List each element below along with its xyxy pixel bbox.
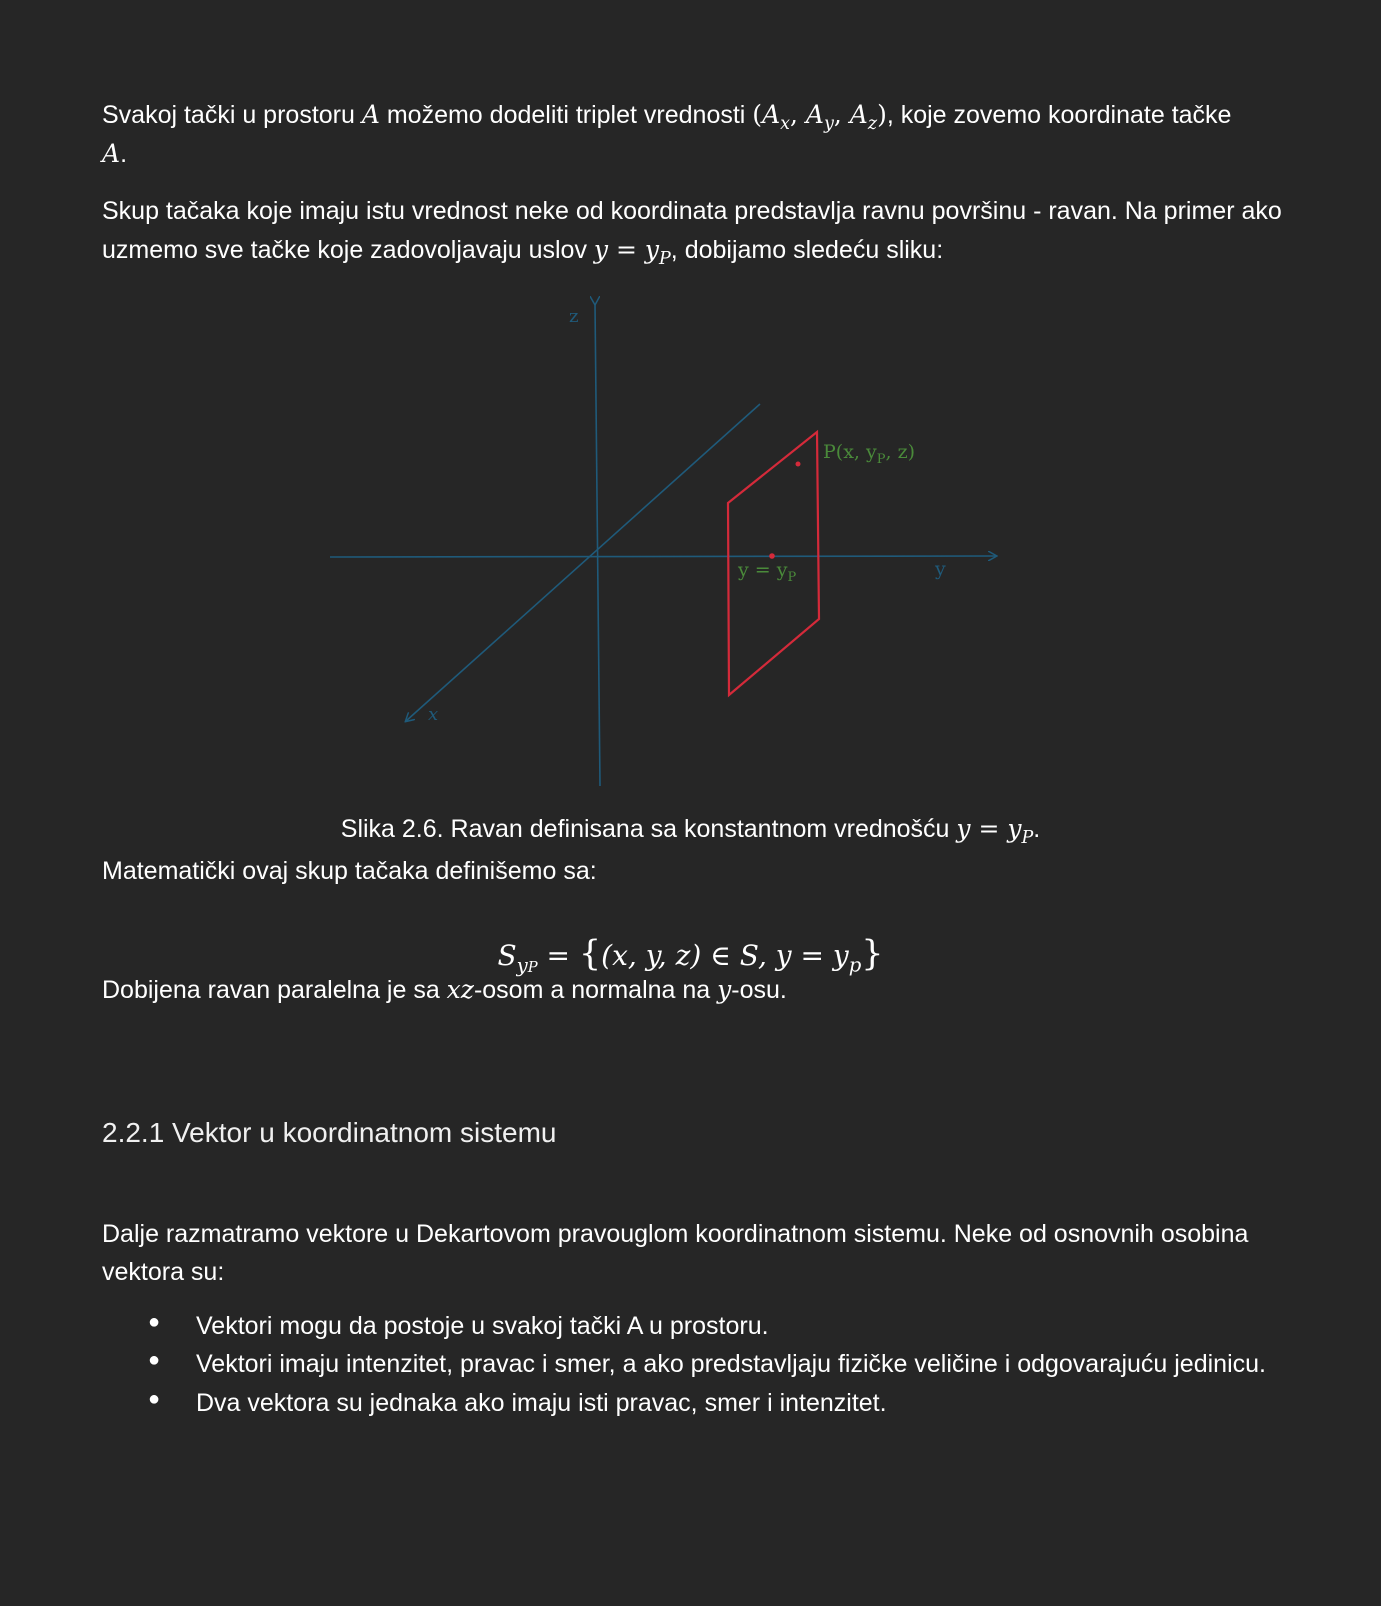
triplet-math	[752, 100, 887, 134]
eq-sub-p: P	[659, 248, 671, 269]
point-p-label-main: P(x, y	[823, 441, 877, 463]
formula-tuple-sub: p	[848, 953, 862, 977]
para4-text-b: -osom a normalna na	[473, 976, 718, 1004]
formula-tuple: (x, y, z) ∈ S, y = y	[601, 939, 849, 972]
caption-y: y	[956, 814, 971, 843]
y-axis	[330, 556, 996, 557]
point-p-label-end: , z)	[885, 441, 915, 463]
para1-text-c: , koje zovemo koordinate tačke	[886, 101, 1232, 129]
var-a-2: A	[102, 138, 121, 168]
eq-y: y	[593, 234, 609, 264]
point-yp	[769, 553, 775, 559]
triplet-sub-z: z	[867, 114, 878, 134]
triplet-sub-x: x	[780, 114, 790, 134]
paren-close: )	[877, 100, 887, 129]
paren-open: (	[752, 100, 763, 129]
paragraph-math-def: Matematički ovaj skup tačaka definišemo sa:	[102, 857, 597, 885]
caption-op: =	[970, 814, 1008, 843]
triplet-sub-y: y	[823, 114, 834, 134]
point-p-label-sub: P	[876, 452, 886, 467]
label-z: z	[569, 306, 579, 327]
formula-sub-y: y	[516, 953, 528, 977]
plane-label-sub: P	[787, 570, 797, 585]
para2-text-b: , dobijamo sledeću sliku:	[670, 235, 944, 264]
paragraph-vectors-intro: Dalje razmatramo vektore u Dekartovom pravouglom koordinatnom sistemu. Neke od osnovnih osobina vektora su:	[102, 1220, 1249, 1286]
formula-s: S	[497, 939, 517, 972]
para2-text-a: Skup tačaka koje imaju istu vrednost neke od koordinata predstavlja ravnu površinu - ravan. Na primer ako uzmemo sve tačke koje zadovoljavaju uslov	[102, 197, 1282, 264]
point-p	[796, 462, 801, 467]
triplet-a1: A	[762, 100, 781, 129]
formula-sub-p: P	[527, 958, 538, 976]
x-axis	[406, 404, 760, 721]
paragraph-plane-parallel	[102, 971, 1282, 1010]
label-y: y	[935, 558, 946, 580]
caption-sub: P	[1021, 828, 1034, 848]
list-item: ● Vektori mogu da postoje u svakoj tački A u prostoru.	[102, 1308, 1282, 1344]
point-p-label	[823, 441, 915, 467]
para4-y: y	[717, 975, 732, 1004]
paragraph-coordinates	[102, 96, 1282, 173]
plane-figure	[320, 296, 1010, 786]
z-axis	[595, 304, 600, 786]
para4-text-a: Dobijena ravan paralelna je sa	[102, 976, 447, 1004]
paragraph-plane-intro	[102, 193, 1282, 269]
caption-text: Slika 2.6. Ravan definisana sa konstantnom vrednošću	[340, 815, 957, 843]
para4-xz: xz	[446, 975, 474, 1004]
para1-text-b: možemo dodeliti triplet vrednosti	[379, 101, 753, 129]
vector-properties-list	[102, 1308, 1282, 1423]
caption-yp: y	[1007, 814, 1022, 843]
caption-end: .	[1033, 815, 1041, 843]
formula-eq: =	[537, 939, 579, 972]
triplet-sep2: ,	[833, 100, 850, 129]
plane-label-main: y = y	[738, 559, 788, 581]
figure-caption	[0, 810, 1381, 849]
formula-rbrace: }	[861, 934, 884, 974]
para1-end: .	[120, 139, 128, 168]
triplet-sep1: ,	[790, 100, 806, 129]
triplet-a2: A	[805, 100, 824, 129]
eq-op: =	[608, 234, 645, 264]
formula-lbrace: {	[578, 934, 602, 974]
para1-text-a: Svakoj tački u prostoru	[102, 101, 362, 129]
list-item: ● Dva vektora su jednaka ako imaju isti pravac, smer i intenzitet.	[102, 1385, 1282, 1421]
para4-text-c: -osu.	[731, 976, 787, 1004]
label-x: x	[428, 704, 439, 725]
eq-yp: y	[644, 234, 660, 264]
triplet-a3: A	[849, 100, 868, 129]
list-item: ● Vektori imaju intenzitet, pravac i smer, a ako predstavljaju fizičke veličine i odgovarajuću jedinicu.	[102, 1346, 1282, 1382]
plane-label	[737, 559, 796, 585]
section-heading: 2.2.1 Vektor u koordinatnom sistemu	[102, 1117, 557, 1148]
var-a: A	[361, 100, 380, 129]
